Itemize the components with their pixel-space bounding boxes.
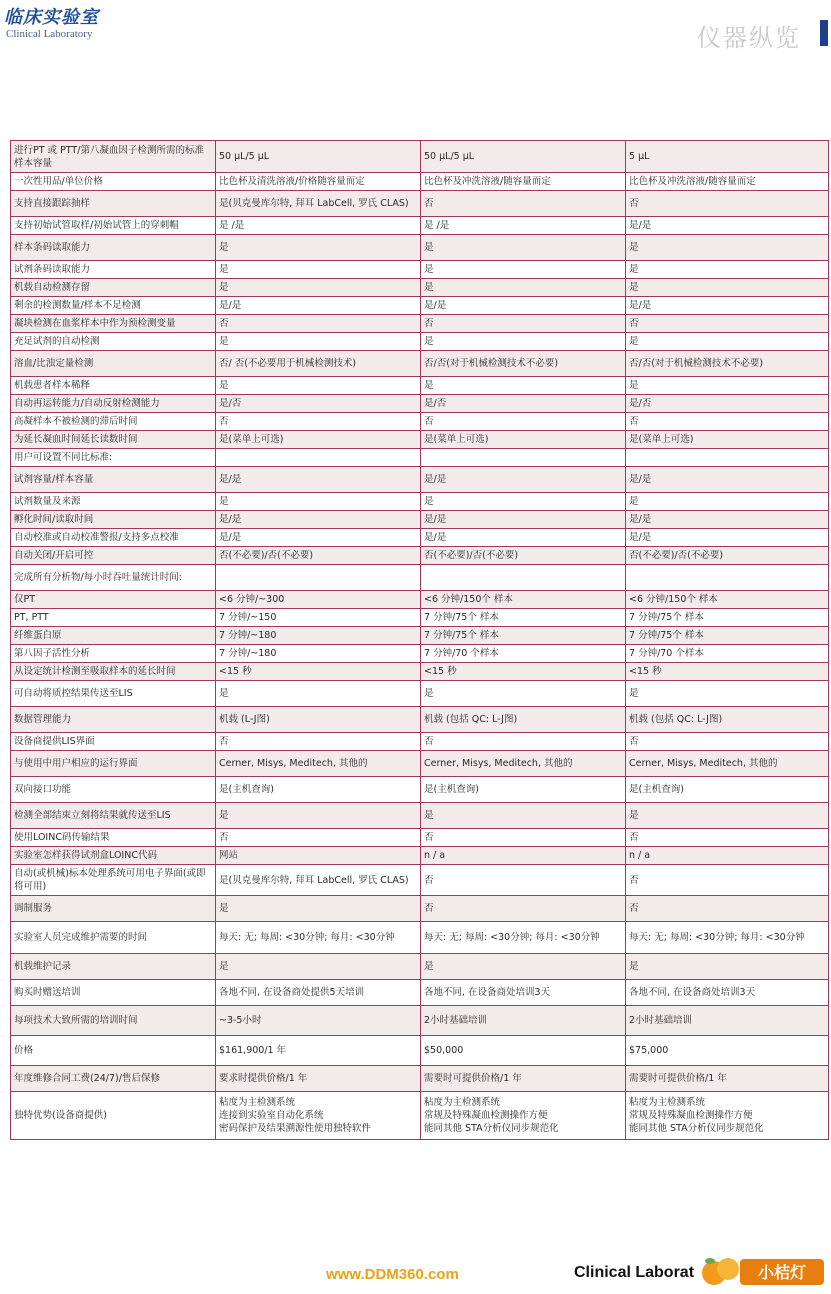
table-cell: 是/是 xyxy=(216,467,421,493)
table-cell: 是(菜单上可选) xyxy=(421,431,626,449)
table-cell: 网站 xyxy=(216,847,421,865)
table-cell: 否 xyxy=(421,896,626,922)
table-row xyxy=(11,547,829,565)
table-cell: 5 μL xyxy=(626,141,829,173)
table-cell: 否 xyxy=(216,315,421,333)
table-cell: 要求时提供价格/1 年 xyxy=(216,1066,421,1092)
table-cell: 每天: 无; 每周: <30分钟; 每月: <30分钟 xyxy=(216,922,421,954)
table-cell: 是 xyxy=(626,261,829,279)
table-cell: 比色杯及冲洗溶液/随容量而定 xyxy=(421,173,626,191)
table-cell: 2小时基础培训 xyxy=(626,1006,829,1036)
table-row xyxy=(11,511,829,529)
table-cell xyxy=(421,449,626,467)
row-label: 进行PT 或 PTT/第八凝血因子检测所需的标准样本容量 xyxy=(11,141,216,173)
table-cell: 是 xyxy=(626,954,829,980)
table-cell: 否 xyxy=(216,829,421,847)
table-cell: 各地不同, 在设备商处培训3天 xyxy=(626,980,829,1006)
table-cell: 粘度为主检测系统 连接到实验室自动化系统 密码保护及结果溯源性使用独特软件 xyxy=(216,1092,421,1140)
table-cell: 是/是 xyxy=(626,217,829,235)
row-label: 第八因子活性分析 xyxy=(11,645,216,663)
table-cell xyxy=(626,449,829,467)
table-cell: 机载 (L-J图) xyxy=(216,707,421,733)
logo-english: Clinical Laboratory xyxy=(6,28,93,40)
table-cell: 是(主机查询) xyxy=(626,777,829,803)
row-label: 孵化时间/读取时间 xyxy=(11,511,216,529)
table-cell: 是/是 xyxy=(626,529,829,547)
table-row xyxy=(11,954,829,980)
section-title: 仪器纵览 xyxy=(697,24,801,52)
table-cell: 是/是 xyxy=(421,529,626,547)
table-cell: 是(菜单上可选) xyxy=(626,431,829,449)
row-label: 凝块检测在血浆样本中作为预检测变量 xyxy=(11,315,216,333)
table-row xyxy=(11,217,829,235)
logo xyxy=(4,8,124,40)
table-row xyxy=(11,351,829,377)
table-row xyxy=(11,627,829,645)
table-cell: <6 分钟/~300 xyxy=(216,591,421,609)
table-row xyxy=(11,609,829,627)
table-row xyxy=(11,733,829,751)
table-cell: 否 xyxy=(421,413,626,431)
row-label: 纤维蛋白原 xyxy=(11,627,216,645)
table-row xyxy=(11,1006,829,1036)
row-label: 机载维护记录 xyxy=(11,954,216,980)
table-row xyxy=(11,395,829,413)
table-cell: Cerner, Misys, Meditech, 其他的 xyxy=(421,751,626,777)
table-cell: 否 xyxy=(626,829,829,847)
table-cell: 否 xyxy=(421,733,626,751)
table-row xyxy=(11,565,829,591)
footer-url[interactable]: www.DDM360.com xyxy=(326,1266,459,1283)
table-cell: 是/是 xyxy=(626,297,829,315)
table-cell: 是/是 xyxy=(421,511,626,529)
table-cell xyxy=(216,449,421,467)
table-cell: 是/是 xyxy=(216,297,421,315)
row-label: 独特优势(设备商提供) xyxy=(11,1092,216,1140)
row-label: 高凝样本不被检测的滞后时间 xyxy=(11,413,216,431)
table-cell: 否 xyxy=(626,315,829,333)
table-cell: 是(贝克曼库尔特, 拜耳 LabCell, 罗氏 CLAS) xyxy=(216,865,421,896)
table-cell: 是 xyxy=(216,493,421,511)
table-cell: 是(主机查询) xyxy=(216,777,421,803)
row-label: 为延长凝血时间延长读数时间 xyxy=(11,431,216,449)
table-cell: 否 xyxy=(626,865,829,896)
table-cell: 是(主机查询) xyxy=(421,777,626,803)
table-cell: 是 xyxy=(626,333,829,351)
table-cell: 否(不必要)/否(不必要) xyxy=(421,547,626,565)
table-cell: 是 xyxy=(421,803,626,829)
table-cell xyxy=(216,565,421,591)
row-label: 购买时赠送培训 xyxy=(11,980,216,1006)
table-cell: 是 xyxy=(421,279,626,297)
table-cell: <15 秒 xyxy=(216,663,421,681)
row-label: 自动(或机械)标本处理系统可用电子界面(或即将可用) xyxy=(11,865,216,896)
table-row xyxy=(11,1036,829,1066)
table-cell: <15 秒 xyxy=(626,663,829,681)
table-cell: 50 μL/5 μL xyxy=(421,141,626,173)
table-cell: 是 xyxy=(626,493,829,511)
table-row xyxy=(11,591,829,609)
table-cell: 是 xyxy=(421,333,626,351)
row-label: PT, PTT xyxy=(11,609,216,627)
table-row xyxy=(11,191,829,217)
table-cell: 否 xyxy=(626,413,829,431)
spec-table xyxy=(10,140,829,1140)
row-label: 自动校准或自动校准警报/支持多点校准 xyxy=(11,529,216,547)
table-cell xyxy=(626,565,829,591)
row-label: 设备商提供LIS界面 xyxy=(11,733,216,751)
row-label: 双向接口功能 xyxy=(11,777,216,803)
row-label: 机载患者样本稀释 xyxy=(11,377,216,395)
table-row xyxy=(11,141,829,173)
table-row xyxy=(11,377,829,395)
table-cell: 需要时可提供价格/1 年 xyxy=(626,1066,829,1092)
table-cell: ~3-5小时 xyxy=(216,1006,421,1036)
row-label: 溶血/比浊定量检测 xyxy=(11,351,216,377)
table-cell: 否 xyxy=(421,829,626,847)
table-cell: 是 xyxy=(626,803,829,829)
table-cell: 各地不同, 在设备商处培训3天 xyxy=(421,980,626,1006)
table-cell: 是 xyxy=(216,377,421,395)
table-cell: <6 分钟/150个 样本 xyxy=(626,591,829,609)
table-cell: 是(贝克曼库尔特, 拜耳 LabCell, 罗氏 CLAS) xyxy=(216,191,421,217)
table-row xyxy=(11,333,829,351)
table-cell: 粘度为主检测系统 常规及特殊凝血检测操作方便 能同其他 STA分析仪同步规范化 xyxy=(421,1092,626,1140)
table-row xyxy=(11,261,829,279)
table-cell: 是 xyxy=(216,896,421,922)
row-label: 试剂容量/样本容量 xyxy=(11,467,216,493)
table-cell: 7 分钟/75个 样本 xyxy=(626,627,829,645)
row-label: 每项技术大致所需的培训时间 xyxy=(11,1006,216,1036)
table-cell: 否 xyxy=(421,191,626,217)
table-row xyxy=(11,235,829,261)
table-row xyxy=(11,279,829,297)
table-cell: n / a xyxy=(626,847,829,865)
table-row xyxy=(11,922,829,954)
table-row xyxy=(11,829,829,847)
table-cell: $50,000 xyxy=(421,1036,626,1066)
table-row xyxy=(11,297,829,315)
row-label: 试剂数量及来源 xyxy=(11,493,216,511)
row-label: 自动关闭/开启可控 xyxy=(11,547,216,565)
table-cell: 7 分钟/70 个样本 xyxy=(421,645,626,663)
table-row xyxy=(11,681,829,707)
table-cell: 2小时基础培训 xyxy=(421,1006,626,1036)
table-cell: 否/否(对于机械检测技术不必要) xyxy=(421,351,626,377)
row-label: 机载自动检测存留 xyxy=(11,279,216,297)
row-label: 与使用中用户相应的运行界面 xyxy=(11,751,216,777)
table-cell: 是/是 xyxy=(626,511,829,529)
table-cell: 否/ 否(不必要用于机械检测技术) xyxy=(216,351,421,377)
row-label: 可自动将质控结果传送至LIS xyxy=(11,681,216,707)
table-cell: 是/是 xyxy=(216,511,421,529)
table-cell: 否(不必要)/否(不必要) xyxy=(216,547,421,565)
table-cell: 是 xyxy=(421,377,626,395)
table-cell: 是 xyxy=(216,261,421,279)
table-row xyxy=(11,803,829,829)
table-cell: 每天: 无; 每周: <30分钟; 每月: <30分钟 xyxy=(626,922,829,954)
table-cell: 是 xyxy=(421,493,626,511)
table-cell: 机载 (包括 QC: L-J图) xyxy=(626,707,829,733)
row-label: 数据管理能力 xyxy=(11,707,216,733)
table-cell: 7 分钟/~180 xyxy=(216,627,421,645)
table-row xyxy=(11,449,829,467)
row-label: 试剂条码读取能力 xyxy=(11,261,216,279)
table-row xyxy=(11,173,829,191)
table-cell: 是 xyxy=(626,681,829,707)
table-cell: 是 xyxy=(216,333,421,351)
table-row xyxy=(11,467,829,493)
table-cell: 需要时可提供价格/1 年 xyxy=(421,1066,626,1092)
table-cell: 是 xyxy=(421,681,626,707)
row-label: 仅PT xyxy=(11,591,216,609)
row-label: 用户可设置不同比标准: xyxy=(11,449,216,467)
logo-chinese: 临床实验室 xyxy=(4,7,99,28)
row-label: 从设定统计检测至吸取样本的延长时间 xyxy=(11,663,216,681)
table-cell: 是/是 xyxy=(421,297,626,315)
row-label: 价格 xyxy=(11,1036,216,1066)
footer-brand: Clinical Laborat xyxy=(574,1264,695,1281)
table-cell: 7 分钟/75个 样本 xyxy=(421,627,626,645)
table-cell: 是 xyxy=(626,279,829,297)
table-row xyxy=(11,1092,829,1140)
row-label: 实验室怎样获得试剂盒LOINC代码 xyxy=(11,847,216,865)
row-label: 检测全部结束立刻将结果就传送至LIS xyxy=(11,803,216,829)
table-cell: 是/否 xyxy=(626,395,829,413)
table-cell: 否 xyxy=(216,733,421,751)
table-row xyxy=(11,413,829,431)
row-label: 完成所有分析物/每小时吞吐量统计时间: xyxy=(11,565,216,591)
row-label: 自动再运转能力/自动反射检测能力 xyxy=(11,395,216,413)
table-cell: 每天: 无; 每周: <30分钟; 每月: <30分钟 xyxy=(421,922,626,954)
table-cell: 7 分钟/~180 xyxy=(216,645,421,663)
table-cell: 否 xyxy=(216,413,421,431)
table-row xyxy=(11,431,829,449)
row-label: 调制服务 xyxy=(11,896,216,922)
row-label: 使用LOINC码传输结果 xyxy=(11,829,216,847)
row-label: 支持直接跟踪抽样 xyxy=(11,191,216,217)
row-label: 样本条码读取能力 xyxy=(11,235,216,261)
table-cell: 否 xyxy=(626,896,829,922)
table-cell: 是 /是 xyxy=(421,217,626,235)
table-cell xyxy=(421,565,626,591)
table-cell: 机载 (包括 QC: L-J图) xyxy=(421,707,626,733)
row-label: 实验室人员完成维护需要的时间 xyxy=(11,922,216,954)
table-cell: 是 xyxy=(626,235,829,261)
table-row xyxy=(11,707,829,733)
table-cell: 粘度为主检测系统 常规及特殊凝血检测操作方便 能同其他 STA分析仪同步规范化 xyxy=(626,1092,829,1140)
table-cell: 是/否 xyxy=(216,395,421,413)
table-cell: 比色杯及清洗溶液/价格随容量而定 xyxy=(216,173,421,191)
table-cell: 是 xyxy=(216,279,421,297)
table-row xyxy=(11,663,829,681)
table-row xyxy=(11,865,829,896)
table-cell: 否 xyxy=(626,733,829,751)
table-cell: 7 分钟/75个 样本 xyxy=(421,609,626,627)
table-cell: n / a xyxy=(421,847,626,865)
table-cell: 是 xyxy=(421,261,626,279)
table-cell: 是 xyxy=(626,377,829,395)
table-cell: Cerner, Misys, Meditech, 其他的 xyxy=(626,751,829,777)
table-cell: 是/是 xyxy=(421,467,626,493)
table-row xyxy=(11,896,829,922)
table-cell: 各地不同, 在设备商处提供5天培训 xyxy=(216,980,421,1006)
table-cell: 是 xyxy=(216,803,421,829)
table-cell: 7 分钟/70 个样本 xyxy=(626,645,829,663)
table-cell: <6 分钟/150个 样本 xyxy=(421,591,626,609)
table-cell: $161,900/1 年 xyxy=(216,1036,421,1066)
table-row xyxy=(11,1066,829,1092)
badge-logo xyxy=(700,1255,826,1287)
svg-text:小桔灯: 小桔灯 xyxy=(757,1263,807,1282)
table-cell: $75,000 xyxy=(626,1036,829,1066)
row-label: 充足试剂的自动检测 xyxy=(11,333,216,351)
table-cell: 是/否 xyxy=(421,395,626,413)
title-accent-bar xyxy=(820,20,828,46)
table-cell: 是/是 xyxy=(626,467,829,493)
table-cell: 是 /是 xyxy=(216,217,421,235)
table-row xyxy=(11,529,829,547)
row-label: 剩余的检测数量/样本不足检测 xyxy=(11,297,216,315)
row-label: 支持初始试管取样/初始试管上的穿刺帽 xyxy=(11,217,216,235)
table-cell: 否 xyxy=(421,315,626,333)
table-cell: 50 μL/5 μL xyxy=(216,141,421,173)
table-row xyxy=(11,980,829,1006)
table-row xyxy=(11,493,829,511)
table-cell: <15 秒 xyxy=(421,663,626,681)
row-label: 年度维修合同工费(24/7)/售后保修 xyxy=(11,1066,216,1092)
table-row xyxy=(11,847,829,865)
table-cell: 7 分钟/75个 样本 xyxy=(626,609,829,627)
table-cell: 比色杯及冲洗溶液/随容量而定 xyxy=(626,173,829,191)
table-cell: 是 xyxy=(421,235,626,261)
table-cell: 是 xyxy=(421,954,626,980)
table-cell: 7 分钟/~150 xyxy=(216,609,421,627)
table-cell: 是(菜单上可选) xyxy=(216,431,421,449)
table-cell: 是 xyxy=(216,954,421,980)
table-row xyxy=(11,777,829,803)
table-cell: 是 xyxy=(216,235,421,261)
table-row xyxy=(11,315,829,333)
table-row xyxy=(11,751,829,777)
table-row xyxy=(11,645,829,663)
table-cell: 是 xyxy=(216,681,421,707)
table-cell: 否/否(对于机械检测技术不必要) xyxy=(626,351,829,377)
table-cell: 否(不必要)/否(不必要) xyxy=(626,547,829,565)
table-cell: 否 xyxy=(421,865,626,896)
table-cell: 是/是 xyxy=(216,529,421,547)
table-cell: 否 xyxy=(626,191,829,217)
row-label: 一次性用品/单位价格 xyxy=(11,173,216,191)
table-cell: Cerner, Misys, Meditech, 其他的 xyxy=(216,751,421,777)
